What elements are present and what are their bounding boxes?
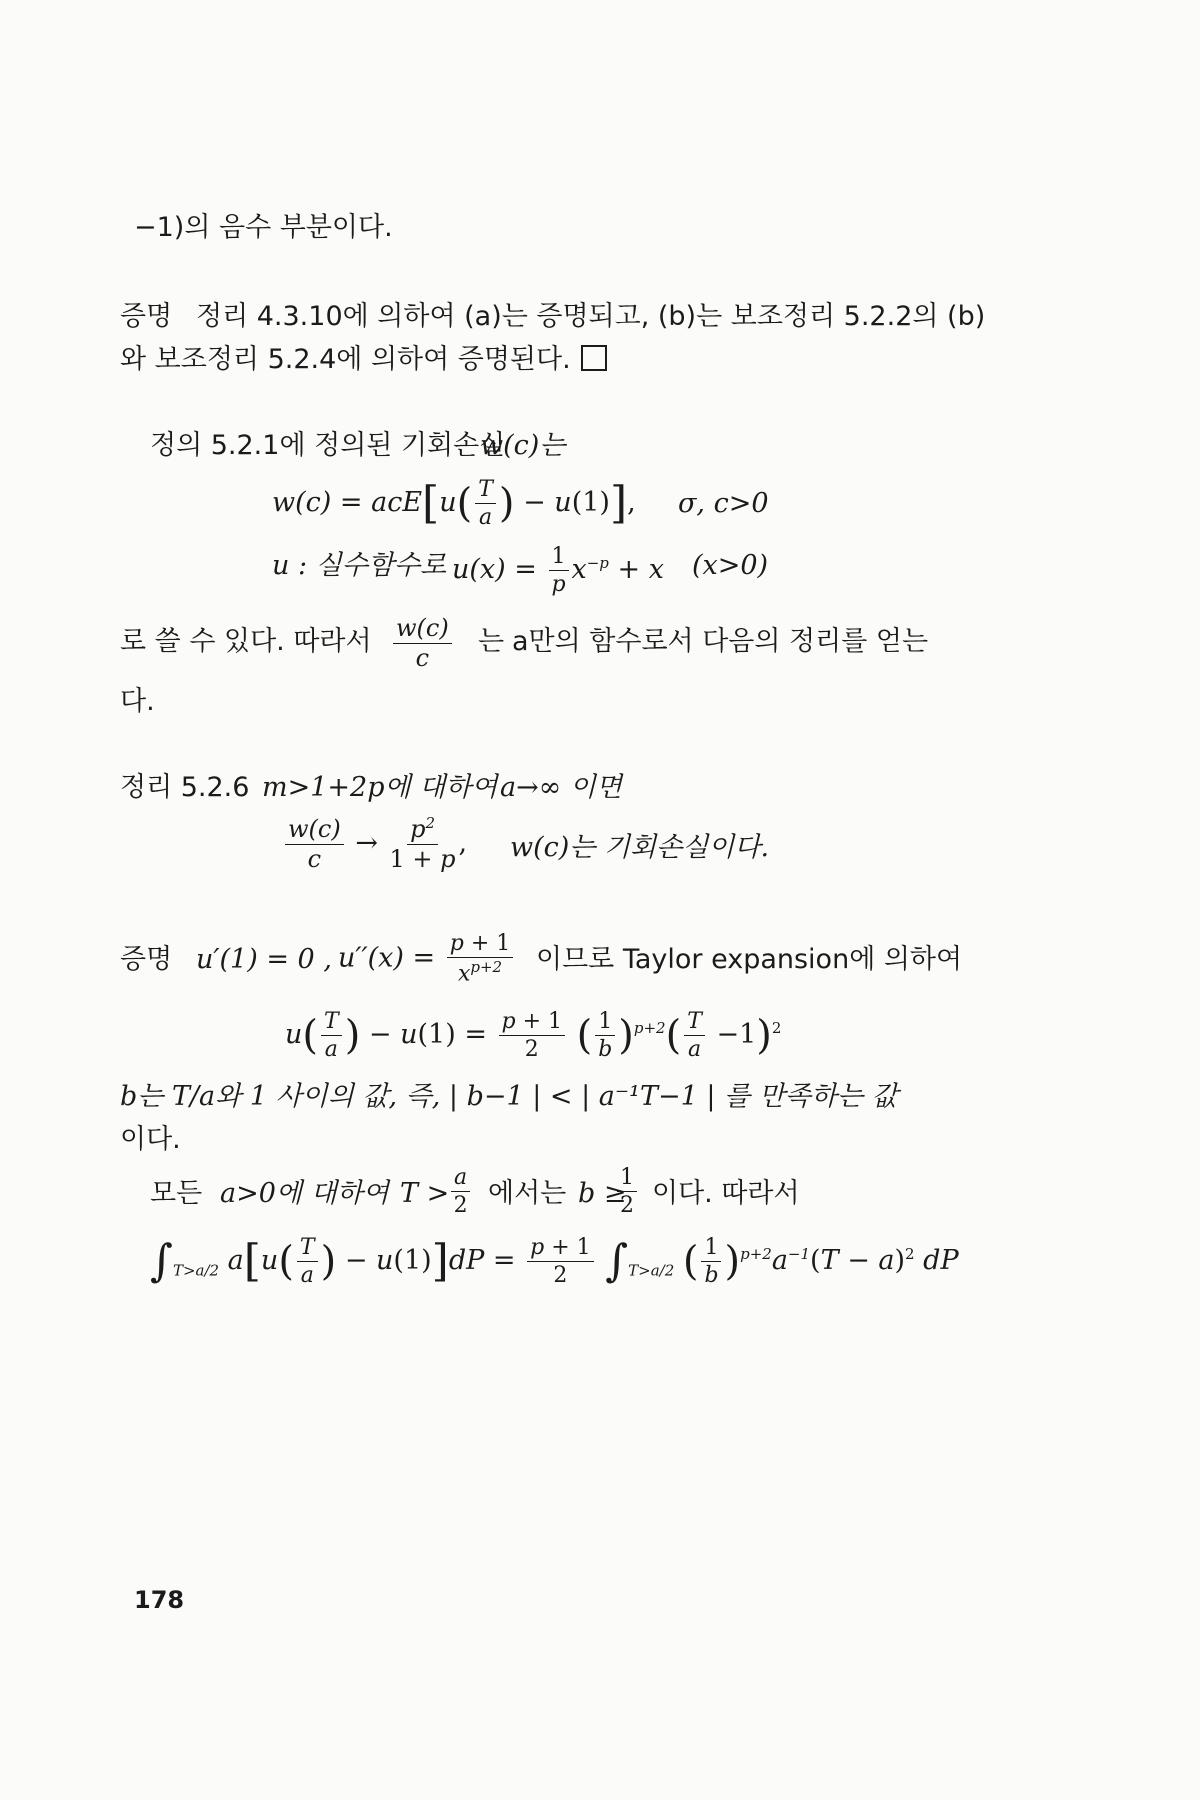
proof-text-2-body: 와 보조정리 5.2.4에 의하여 증명된다. <box>120 344 571 375</box>
equation-wc: w(c) = acE[u( $\frac{T}{a}$ ) − u(1)], <box>272 477 636 531</box>
text-write-post2: a만의 함수로서 다음의 정리를 얻는 <box>512 626 929 657</box>
all-b-frac: $\frac{1}{2}$ <box>614 1166 640 1217</box>
proof-text-1: 정리 4.3.10에 의하여 (a)는 증명되고, (b)는 보조정리 5.2.2의 (b) <box>196 301 986 332</box>
all-t-frac: $\frac{a}{2}$ <box>448 1166 473 1217</box>
all-end: 이다. 따라서 <box>652 1178 800 1209</box>
fraction-wc-over-c: $\frac{w(c)}{c}$ <box>390 616 455 671</box>
theorem-condition: m>1+2p에 대하여 <box>262 772 498 803</box>
all-t-cond: T > <box>400 1178 450 1209</box>
text-line-1: −1)의 음수 부분이다. <box>134 212 393 243</box>
theorem-label: 정리 5.2.6 <box>120 772 250 803</box>
text-write-post: 는 <box>478 626 505 657</box>
equation-u: u(x) = $\frac{1}{p}$ $x^{-p} + x$ <box>452 544 664 598</box>
page-number: 178 <box>134 1586 185 1614</box>
definition-intro: 정의 5.2.1에 정의된 기회손실 <box>150 430 506 461</box>
taylor-equation: u( $\frac{T}{a}$ ) − u(1) = $\frac{p + 1}{2}$ ( $\frac{1}{b}$ )$^{p+2}$( $\frac{T}{a}$ −1)$^2$ <box>285 1009 782 1063</box>
qed-symbol <box>581 345 607 371</box>
all-b-cond: b ≥ <box>578 1178 627 1209</box>
theorem-condition-2: a→∞ 이면 <box>500 772 622 803</box>
integral-equation: $\int_{T>a/2}$ a[u( $\frac{T}{a}$ ) − u(1)]dP = $\frac{p + 1}{2}$ $\int_{T>a/2}$ ( $\frac{1}{b}$ )$^{p+2}a^{-1}(T - a)^2$ dP <box>150 1235 959 1289</box>
b-statement-2: 이다. <box>120 1124 181 1155</box>
definition-intro-math: w(c)는 <box>480 430 566 461</box>
theorem-tail: w(c)는 기회손실이다. <box>510 832 770 863</box>
all-a-pre: 모든 <box>150 1178 203 1209</box>
proof-label-2: 증명 <box>120 944 173 975</box>
all-mid: 에서는 <box>488 1178 567 1209</box>
proof-text-2 <box>120 345 607 373</box>
equation-u-condition: (x>0) <box>692 550 769 581</box>
equation-condition: σ, c>0 <box>678 488 769 519</box>
theorem-limit: $\frac{w(c)}{c}$ → $\frac{p^2}{1 + p}$ , <box>282 816 467 872</box>
proof2-u-double-prime: u′′(x) = $\frac{p + 1}{x^{p+2}}$ <box>338 932 516 986</box>
proof-label-1: 증명 <box>120 301 173 332</box>
all-a-cond: a>0에 대하여 <box>220 1178 389 1209</box>
b-statement: b는 T/a와 1 사이의 값, 즉, | b−1 | < | a⁻¹T−1 | 를 만족하는 값 <box>120 1081 898 1112</box>
text-write-end: 다. <box>120 686 155 717</box>
equation-u-label: u : 실수함수로 <box>272 550 447 581</box>
text-write-pre: 로 쓸 수 있다. 따라서 <box>120 626 372 657</box>
proof2-text: 이므로 Taylor expansion에 의하여 <box>536 944 963 975</box>
proof2-u-prime: u′(1) = 0 , <box>196 944 332 975</box>
